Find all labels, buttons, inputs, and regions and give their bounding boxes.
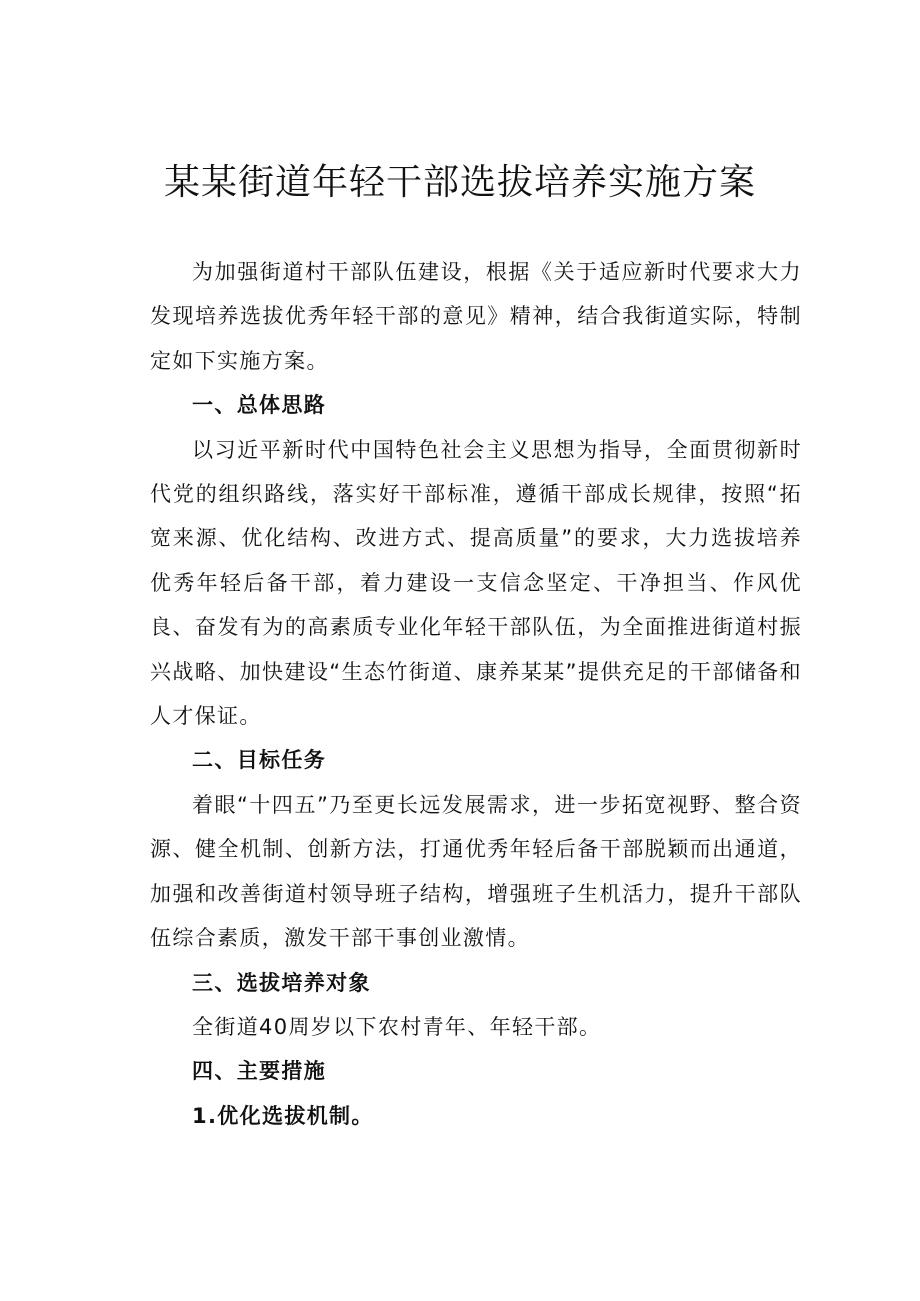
document-body bbox=[150, 250, 802, 1138]
section-heading-overall-approach: 一、总体思路 bbox=[192, 393, 327, 418]
subsection-heading-optimize-selection: 1.优化选拔机制。 bbox=[192, 1103, 374, 1128]
section-body-objectives: 着眼“十四五”乃至更长远发展需求，进一步拓宽视野、整合资源、健全机制、创新方法，打通优秀年轻后备干部脱颖而出通道，加强和改善街道村领导班子结构，增强班子生机活力，提升干部队伍综合素质，激发干部干事创业激情。 bbox=[150, 792, 802, 951]
section-heading-objectives: 二、目标任务 bbox=[192, 748, 327, 773]
document-title: 某某街道年轻干部选拔培养实施方案 bbox=[163, 162, 756, 203]
intro-paragraph: 为加强街道村干部队伍建设，根据《关于适应新时代要求大力发现培养选拔优秀年轻干部的意见》精神，结合我街道实际，特制定如下实施方案。 bbox=[150, 260, 802, 373]
section-heading-selection-targets: 三、选拔培养对象 bbox=[192, 970, 371, 995]
section-body-selection-targets: 全街道40周岁以下农村青年、年轻干部。 bbox=[192, 1014, 602, 1039]
section-heading-main-measures: 四、主要措施 bbox=[192, 1059, 327, 1084]
section-body-overall-approach: 以习近平新时代中国特色社会主义思想为指导，全面贯彻新时代党的组织路线，落实好干部标准，遵循干部成长规律，按照“拓宽来源、优化结构、改进方式、提高质量”的要求，大力选拔培养优秀年轻后备干部，着力建设一支信念坚定、干净担当、作风优良、奋发有为的高素质专业化年轻干部队伍，为全面推进街道村振兴战略、加快建设“生态竹街道、康养某某”提供充足的干部储备和人才保证。 bbox=[150, 437, 802, 729]
